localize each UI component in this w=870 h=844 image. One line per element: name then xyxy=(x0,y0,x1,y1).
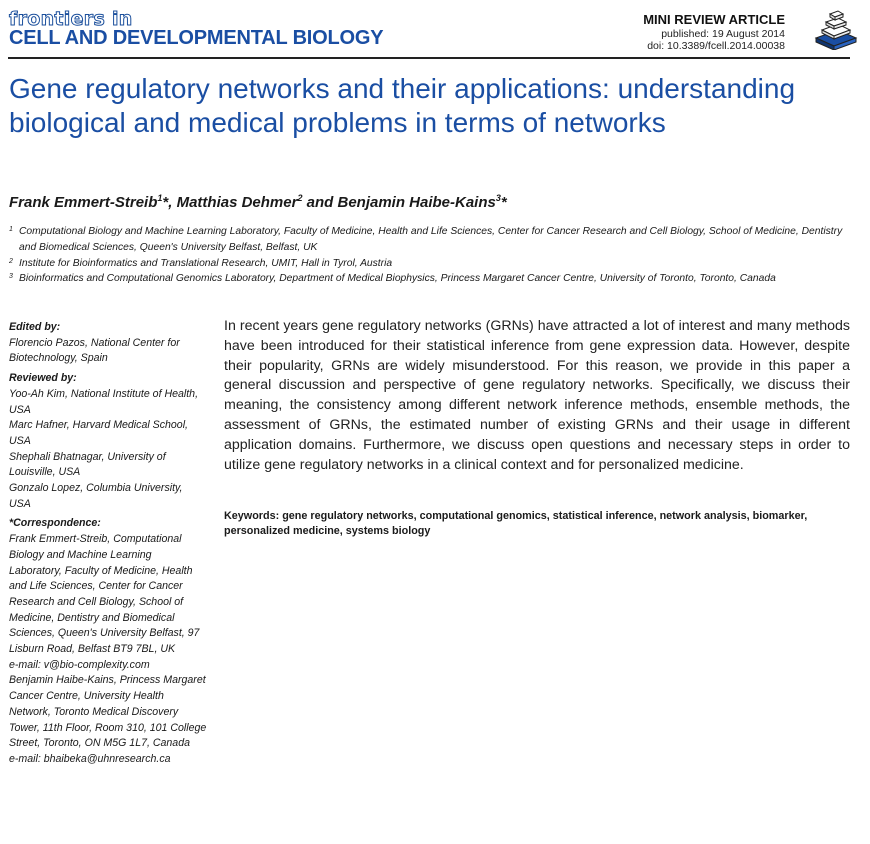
edited-by-label: Edited by: xyxy=(9,321,61,333)
author-1[interactable]: Frank Emmert-Streib xyxy=(9,194,158,211)
correspondence-address: Benjamin Haibe-Kains, Princess Margaret Cancer Centre, University Health Network, Toronto Medical Discovery Tower, 11th Floor, Room 310, 101 College Street, Toronto, ON M5G 1L7, Canada xyxy=(9,674,207,750)
affiliation-text: Computational Biology and Machine Learning Laboratory, Faculty of Medicine, Health and Life Sciences, Center for Cancer Research and Cell Biology, School of Medicine, Dentistry and Biomedical Sciences, Queen's University Belfast, Belfast, UK xyxy=(19,226,843,253)
author-3[interactable]: Benjamin Haibe-Kains xyxy=(337,194,496,211)
sidebar xyxy=(9,320,207,768)
author-separator: , xyxy=(168,194,177,211)
author-1-corr-mark: * xyxy=(162,194,169,211)
article-info xyxy=(643,12,785,52)
keywords: Keywords: gene regulatory networks, computational genomics, statistical inference, network analysis, biomarker, personalized medicine, systems biology xyxy=(224,510,808,537)
header-rule xyxy=(8,57,850,59)
affiliation-number: 3 xyxy=(9,273,13,281)
reviewer: Shephali Bhatnagar, University of Louisville, USA xyxy=(9,450,166,479)
reviewer: Marc Hafner, Harvard Medical School, USA xyxy=(9,419,188,447)
affiliation-item xyxy=(9,224,854,256)
journal-header xyxy=(9,10,383,48)
journal-brand: frontiers in xyxy=(9,8,133,30)
affiliations xyxy=(9,224,854,287)
affiliation-text: Institute for Bioinformatics and Translational Research, UMIT, Hall in Tyrol, Austria xyxy=(19,257,393,269)
author-3-affil: 3 xyxy=(495,193,501,203)
abstract: In recent years gene regulatory networks (GRNs) have attracted a lot of interest and many methods have been introduced for their statistical inference from gene expression data. However, despite their popularity, GRNs are widely misunderstood. For this reason, we provide in this paper a general discussion and perspective of gene regulatory networks. Specifically, we discuss their meaning, the consistency among different network inference methods, ensemble methods, the assessment of GRNs, the estimated number of existing GRNs and their usage in different application domains. Furthermore, we discuss open questions and necessary steps in order to utilize gene regulatory networks in a clinical context and for personalized medicine. xyxy=(224,318,850,473)
reviewer: Yoo-Ah Kim, National Institute of Health, USA xyxy=(9,387,199,416)
correspondence-email[interactable]: e-mail: v@bio-complexity.com xyxy=(9,658,150,671)
article-title: Gene regulatory networks and their applications: understanding biological and medical problems in terms of networks xyxy=(9,73,796,138)
published-date: published: 19 August 2014 xyxy=(661,28,785,40)
correspondence-email[interactable]: e-mail: bhaibeka@uhnresearch.ca xyxy=(9,752,171,765)
stacked-layers-logo-icon xyxy=(812,8,858,50)
correspondence-address: Frank Emmert-Streib, Computational Biology and Machine Learning Laboratory, Faculty of Medicine, Health and Life Sciences, Center for Cancer Research and Cell Biology, School of Medicine, Dentistry and Biomedical Sciences, Queen's University Belfast, 97 Lisburn Road, Belfast BT9 7BL, UK xyxy=(9,533,200,656)
author-2[interactable]: Matthias Dehmer xyxy=(176,194,298,211)
affiliation-text: Bioinformatics and Computational Genomics Laboratory, Department of Medical Biophysics, Princess Margaret Cancer Centre, University of Toronto, Toronto, Canada xyxy=(19,273,776,285)
doi[interactable]: doi: 10.3389/fcell.2014.00038 xyxy=(647,40,785,52)
affiliation-item xyxy=(9,256,854,272)
author-separator: and xyxy=(302,194,338,211)
article-type: MINI REVIEW ARTICLE xyxy=(643,12,785,27)
affiliation-number: 1 xyxy=(9,226,13,233)
reviewed-by-label: Reviewed by: xyxy=(9,372,77,385)
author-1-affil: 1 xyxy=(157,193,163,203)
correspondence-label: *Correspondence: xyxy=(9,517,101,530)
affiliation-item xyxy=(9,271,854,287)
affiliation-number: 2 xyxy=(9,257,13,265)
editor: Florencio Pazos, National Center for Biotechnology, Spain xyxy=(9,336,180,365)
journal-name: CELL AND DEVELOPMENTAL BIOLOGY xyxy=(9,27,384,49)
reviewer: Gonzalo Lopez, Columbia University, USA xyxy=(9,482,183,510)
author-2-affil: 2 xyxy=(297,193,303,203)
author-3-corr-mark: * xyxy=(500,194,507,211)
author-list xyxy=(9,193,507,211)
